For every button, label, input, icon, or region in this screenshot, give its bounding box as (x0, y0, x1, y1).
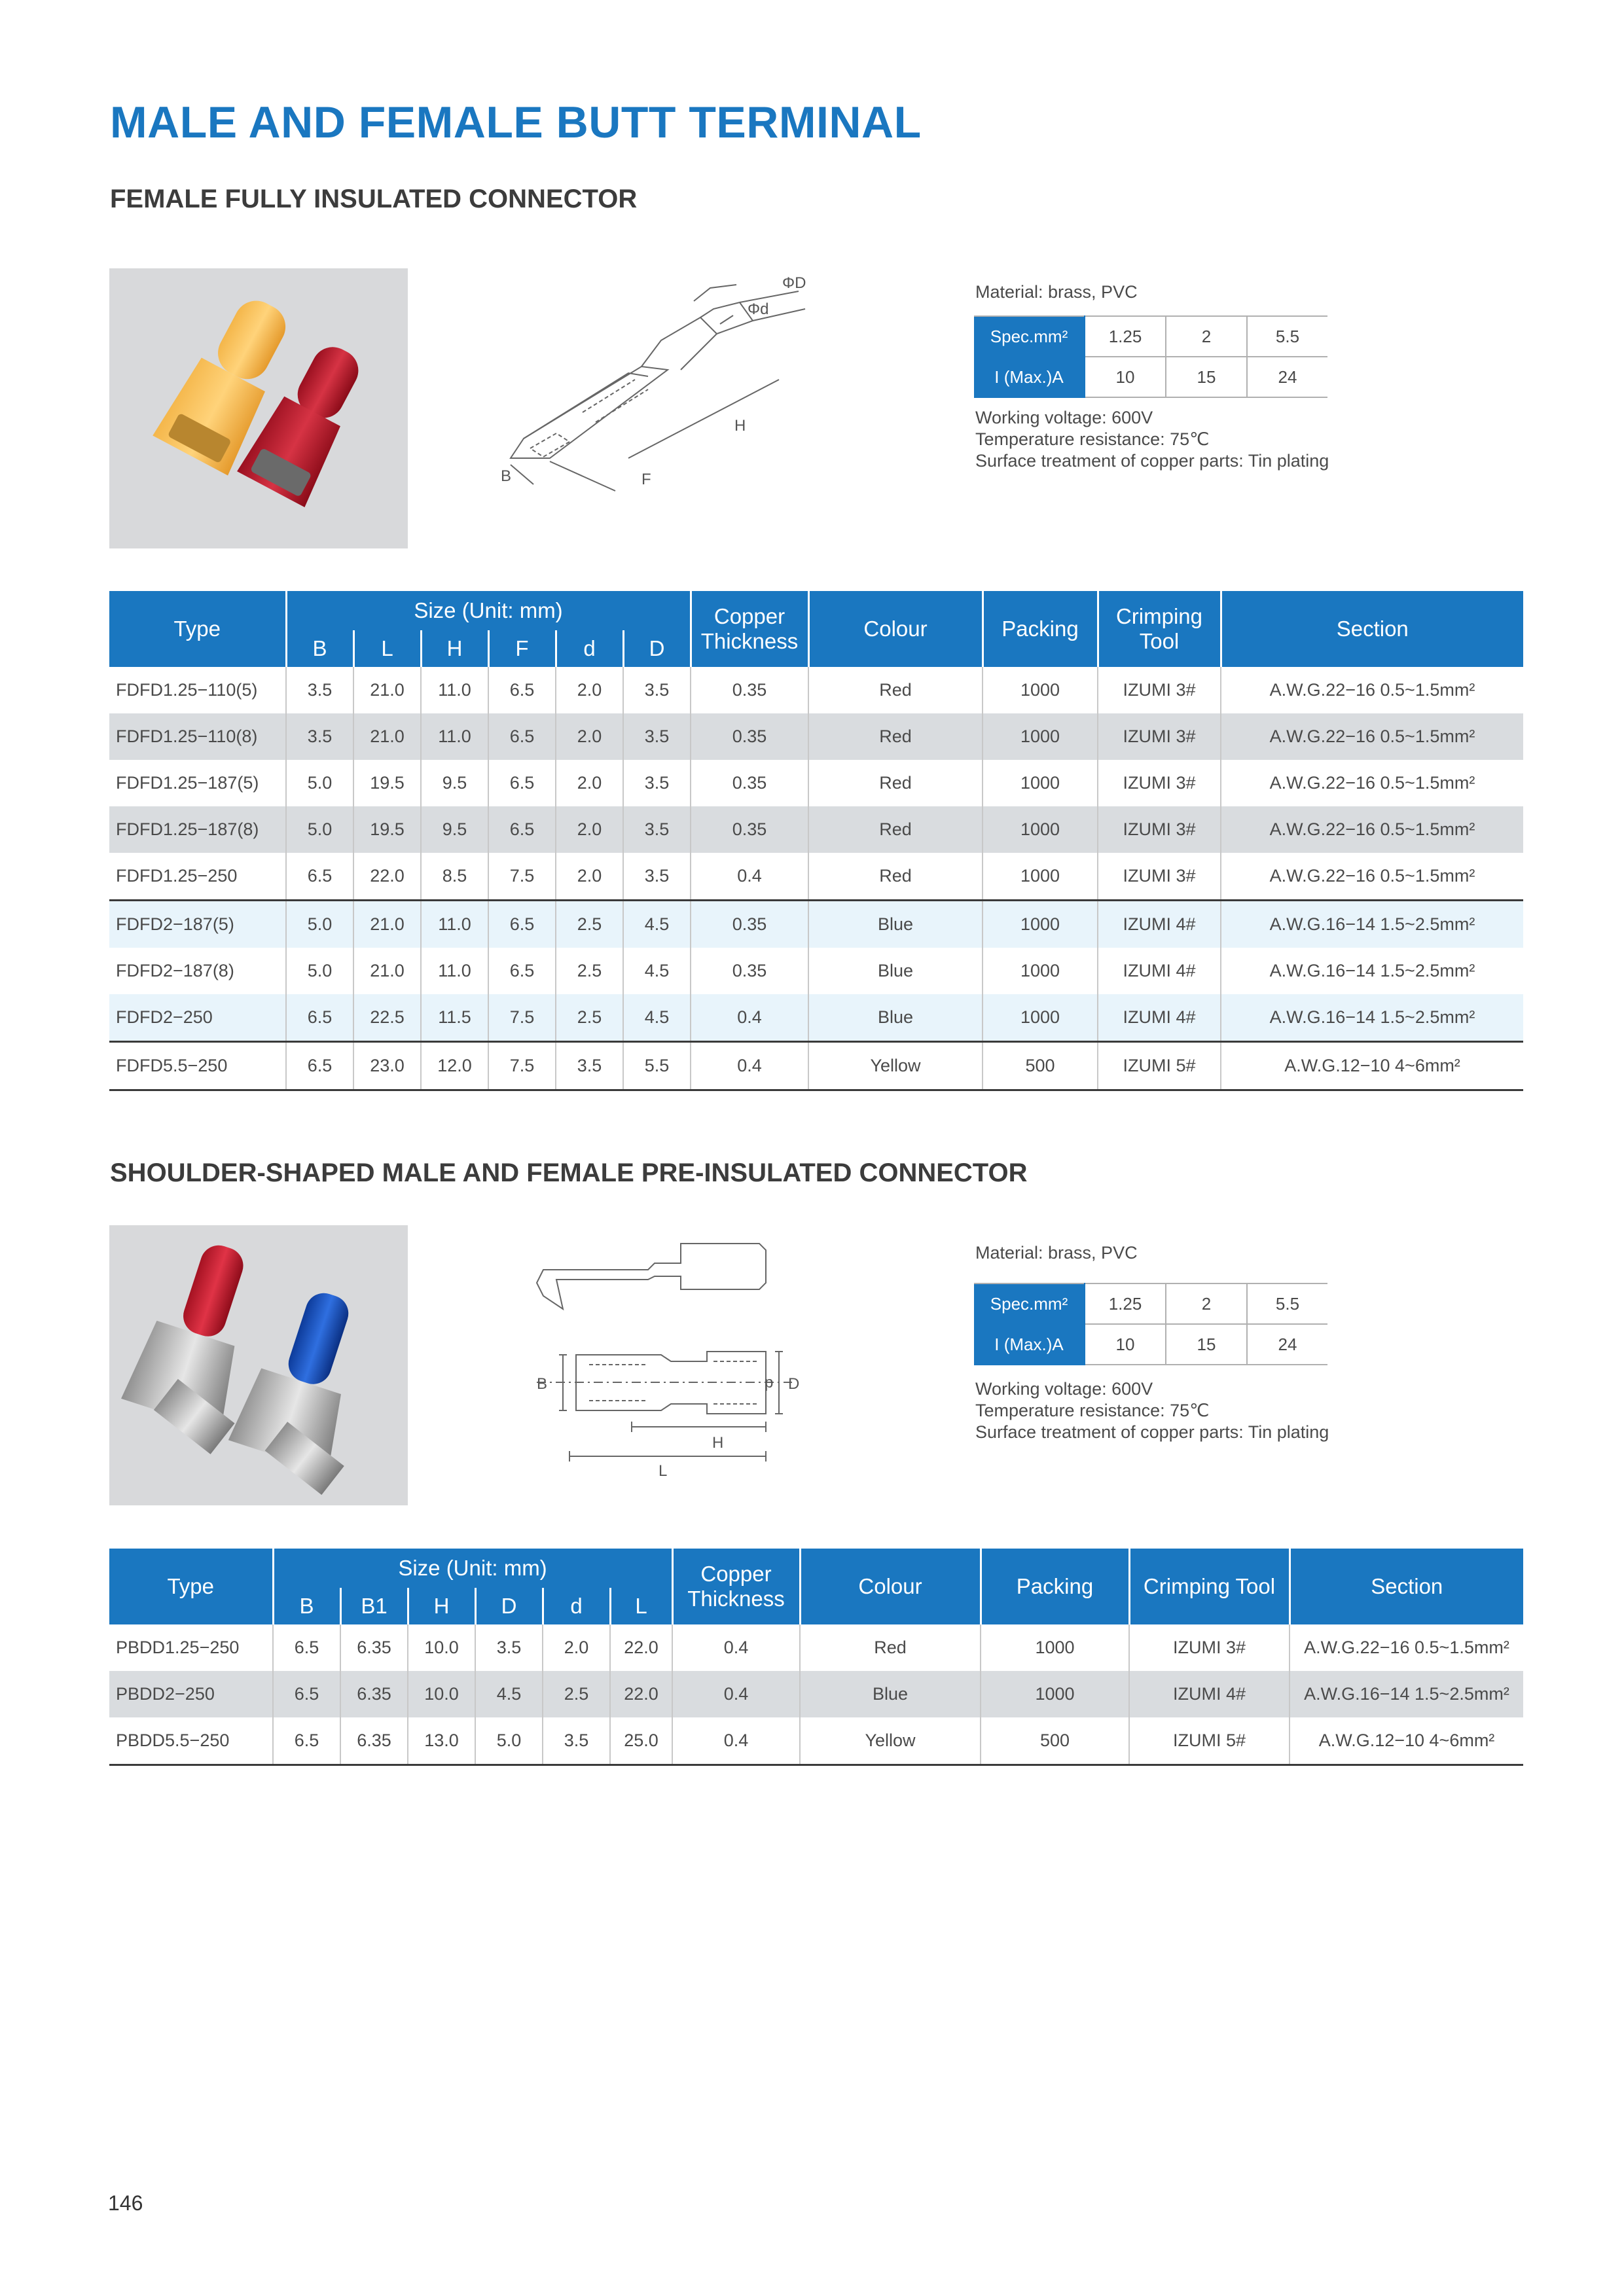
spec-label: Spec.mm² (974, 316, 1085, 357)
cell-tool: IZUMI 5# (1098, 1042, 1221, 1090)
cell-size: 11.5 (421, 994, 488, 1042)
header-size-col: D (475, 1588, 543, 1624)
cell-tool: IZUMI 3# (1098, 667, 1221, 713)
cell-size: 3.5 (623, 667, 691, 713)
cell-copper: 0.35 (691, 667, 808, 713)
cell-packing: 500 (981, 1717, 1129, 1765)
cell-packing: 1000 (983, 994, 1098, 1042)
cell-size: 2.5 (556, 948, 623, 994)
cell-type: FDFD2−187(5) (109, 901, 286, 948)
cell-tool: IZUMI 3# (1098, 713, 1221, 760)
cell-size: 3.5 (286, 713, 353, 760)
cell-size: 21.0 (353, 901, 421, 948)
drawing-label-F: F (641, 471, 651, 488)
cell-size: 21.0 (353, 948, 421, 994)
spec-value: 5.5 (1247, 1283, 1327, 1324)
header-copper-thickness: Copper Thickness (672, 1549, 800, 1624)
header-size-col: B (286, 630, 353, 667)
cell-size: 3.5 (475, 1624, 543, 1671)
drawing-label-phi-D: ΦD (782, 274, 806, 292)
cell-size: 8.5 (421, 853, 488, 901)
spec-row-current (974, 1324, 1327, 1365)
table-row (109, 1624, 1523, 1671)
cell-copper: 0.35 (691, 901, 808, 948)
cell-tool: IZUMI 4# (1098, 901, 1221, 948)
cell-size: 10.0 (408, 1671, 475, 1717)
spec-value: 10 (1085, 1324, 1166, 1365)
spec-value: 1.25 (1085, 1283, 1166, 1324)
cell-size: 19.5 (353, 806, 421, 853)
cell-colour: Red (800, 1624, 981, 1671)
cell-type: PBDD1.25−250 (116, 1638, 240, 1657)
cell-type: FDFD5.5−250 (109, 1042, 286, 1090)
cell-copper: 0.4 (691, 994, 808, 1042)
spec-notes-female (975, 407, 1329, 472)
cell-section: A.W.G.16−14 1.5~2.5mm² (1290, 1671, 1523, 1717)
table-row (109, 853, 1523, 901)
cell-size: 2.0 (556, 853, 623, 901)
spec-value: 2 (1166, 316, 1247, 357)
cell-size: 9.5 (421, 806, 488, 853)
drawing-label-B: B (501, 467, 512, 485)
header-size-col: B1 (340, 1588, 408, 1624)
cell-size: 3.5 (286, 667, 353, 713)
material-text-female: Material: brass, PVC (975, 282, 1138, 302)
table-row (109, 1671, 1523, 1717)
cell-size: 6.5 (273, 1671, 340, 1717)
cell-size: 6.35 (340, 1671, 408, 1717)
drawing-label-phi-d: Φd (748, 300, 769, 318)
cell-colour: Blue (808, 994, 983, 1042)
spec-value: 5.5 (1247, 316, 1327, 357)
spec-value: 24 (1247, 357, 1327, 397)
drawing-label-H: H (734, 417, 746, 435)
cell-type: FDFD1.25−110(8) (109, 713, 286, 760)
cell-tool: IZUMI 3# (1098, 853, 1221, 901)
cell-size: 5.0 (475, 1717, 543, 1765)
header-crimping-tool: Crimping Tool (1098, 591, 1221, 667)
table-row (109, 948, 1523, 994)
material-text-shoulder: Material: brass, PVC (975, 1243, 1138, 1263)
header-section: Section (1221, 591, 1523, 667)
note-voltage: Working voltage: 600V (975, 408, 1153, 427)
cell-tool: IZUMI 4# (1098, 994, 1221, 1042)
cell-size: 3.5 (556, 1042, 623, 1090)
cell-size: 5.5 (623, 1042, 691, 1090)
cell-size: 13.0 (408, 1717, 475, 1765)
cell-section: A.W.G.22−16 0.5~1.5mm² (1221, 713, 1523, 760)
cell-size: 10.0 (408, 1624, 475, 1671)
drawing-label-L: L (659, 1462, 668, 1480)
spec-value: 15 (1166, 1324, 1247, 1365)
section-heading-shoulder: SHOULDER-SHAPED MALE AND FEMALE PRE-INSULATED CONNECTOR (110, 1158, 1028, 1187)
cell-section: A.W.G.22−16 0.5~1.5mm² (1290, 1624, 1523, 1671)
table-row (109, 901, 1523, 948)
cell-size: 7.5 (488, 994, 556, 1042)
header-size: Size (Unit: mm) (286, 591, 691, 630)
header-copper-thickness: Copper Thickness (691, 591, 808, 667)
note-temperature: Temperature resistance: 75℃ (975, 429, 1210, 449)
header-colour: Colour (808, 591, 983, 667)
cell-copper: 0.35 (691, 760, 808, 806)
cell-tool: IZUMI 4# (1129, 1671, 1290, 1717)
cell-size: 22.0 (610, 1671, 672, 1717)
cell-colour: Red (808, 853, 983, 901)
spec-label: I (Max.)A (974, 357, 1085, 397)
cell-copper: 0.4 (691, 853, 808, 901)
cell-size: 23.0 (353, 1042, 421, 1090)
spec-value: 10 (1085, 357, 1166, 397)
header-size-col: L (610, 1588, 672, 1624)
cell-packing: 1000 (983, 713, 1098, 760)
cell-colour: Red (808, 760, 983, 806)
header-packing: Packing (981, 1549, 1129, 1624)
cell-packing: 1000 (983, 853, 1098, 901)
cell-size: 6.5 (286, 853, 353, 901)
header-size-col: F (488, 630, 556, 667)
cell-copper: 0.4 (672, 1717, 800, 1765)
table-body-female (109, 667, 1523, 1090)
note-surface: Surface treatment of copper parts: Tin plating (975, 1422, 1329, 1442)
cell-copper: 0.35 (691, 713, 808, 760)
cell-section: A.W.G.16−14 1.5~2.5mm² (1221, 994, 1523, 1042)
spec-row-size (974, 316, 1327, 357)
drawing-label-p: p (765, 1374, 774, 1391)
header-size-col: D (623, 630, 691, 667)
spec-notes-shoulder (975, 1378, 1329, 1443)
cell-size: 6.5 (488, 760, 556, 806)
cell-packing: 1000 (983, 667, 1098, 713)
cell-packing: 1000 (983, 806, 1098, 853)
cell-colour: Blue (800, 1671, 981, 1717)
cell-size: 2.0 (543, 1624, 610, 1671)
cell-size: 2.5 (556, 901, 623, 948)
cell-size: 2.0 (556, 667, 623, 713)
cell-size: 2.5 (556, 994, 623, 1042)
cell-tool: IZUMI 5# (1129, 1717, 1290, 1765)
cell-size: 2.0 (556, 806, 623, 853)
cell-type: PBDD5.5−250 (109, 1717, 273, 1765)
terminal-photo-illustration (109, 268, 408, 548)
cell-colour: Blue (808, 948, 983, 994)
cell-size: 21.0 (353, 713, 421, 760)
section-heading-female: FEMALE FULLY INSULATED CONNECTOR (110, 185, 638, 213)
cell-type: FDFD1.25−250 (116, 866, 238, 886)
cell-size: 3.5 (543, 1717, 610, 1765)
cell-packing: 500 (983, 1042, 1098, 1090)
cell-size: 22.0 (610, 1624, 672, 1671)
cell-size: 7.5 (488, 1042, 556, 1090)
cell-size: 6.35 (340, 1717, 408, 1765)
header-colour: Colour (800, 1549, 981, 1624)
header-type: Type (109, 1549, 273, 1624)
header-size-col: L (353, 630, 421, 667)
header-crimping-tool: Crimping Tool (1129, 1549, 1290, 1624)
cell-tool: IZUMI 3# (1129, 1624, 1290, 1671)
cell-size: 6.5 (286, 1042, 353, 1090)
cell-size: 12.0 (421, 1042, 488, 1090)
cell-size: 6.5 (488, 667, 556, 713)
cell-size: 9.5 (421, 760, 488, 806)
cell-size: 5.0 (286, 760, 353, 806)
cell-colour: Red (808, 713, 983, 760)
table-row (109, 1042, 1523, 1090)
cell-section: A.W.G.22−16 0.5~1.5mm² (1221, 667, 1523, 713)
cell-tool: IZUMI 3# (1098, 806, 1221, 853)
header-type: Type (109, 591, 286, 667)
cell-packing: 1000 (983, 901, 1098, 948)
cell-colour: Yellow (800, 1717, 981, 1765)
cell-size: 2.5 (543, 1671, 610, 1717)
spec-row-current (974, 357, 1327, 397)
cell-type: FDFD1.25−110(5) (116, 680, 258, 700)
spec-table-shoulder (974, 1283, 1327, 1365)
cell-size: 5.0 (286, 948, 353, 994)
cell-size: 6.5 (286, 994, 353, 1042)
table-row (109, 760, 1523, 806)
table-row (109, 806, 1523, 853)
cell-packing: 1000 (981, 1624, 1129, 1671)
cell-copper: 0.4 (672, 1671, 800, 1717)
cell-copper: 0.35 (691, 948, 808, 994)
spec-label: Spec.mm² (974, 1283, 1085, 1324)
cell-type: FDFD2−187(8) (116, 961, 234, 980)
cell-size: 22.0 (353, 853, 421, 901)
cell-section: A.W.G.22−16 0.5~1.5mm² (1221, 760, 1523, 806)
drawing-label-H: H (712, 1434, 724, 1452)
cell-packing: 1000 (981, 1671, 1129, 1717)
cell-size: 4.5 (623, 901, 691, 948)
table-row (109, 667, 1523, 713)
table-row (109, 1717, 1523, 1765)
cell-size: 4.5 (623, 948, 691, 994)
table-row (109, 994, 1523, 1042)
spec-table-female (974, 315, 1327, 398)
product-photo-female (109, 268, 408, 548)
cell-tool: IZUMI 4# (1098, 948, 1221, 994)
dimension-drawing-shoulder (517, 1230, 831, 1479)
data-table-shoulder (109, 1549, 1523, 1766)
drawing-label-B: B (537, 1375, 548, 1393)
cell-size: 11.0 (421, 713, 488, 760)
cell-section: A.W.G.22−16 0.5~1.5mm² (1221, 853, 1523, 901)
cell-section: A.W.G.22−16 0.5~1.5mm² (1221, 806, 1523, 853)
table-body-shoulder (109, 1624, 1523, 1765)
terminal-photo-illustration (109, 1225, 408, 1505)
note-surface: Surface treatment of copper parts: Tin plating (975, 451, 1329, 471)
cell-copper: 0.4 (691, 1042, 808, 1090)
page-title: MALE AND FEMALE BUTT TERMINAL (110, 98, 922, 147)
cell-size: 25.0 (610, 1717, 672, 1765)
spec-value: 15 (1166, 357, 1247, 397)
cell-section: A.W.G.16−14 1.5~2.5mm² (1221, 901, 1523, 948)
cell-packing: 1000 (983, 760, 1098, 806)
spec-value: 1.25 (1085, 316, 1166, 357)
cell-size: 6.5 (273, 1717, 340, 1765)
cell-type: FDFD1.25−187(5) (116, 773, 259, 793)
cell-size: 6.5 (488, 948, 556, 994)
cell-type: FDFD1.25−187(8) (109, 806, 286, 853)
cell-size: 7.5 (488, 853, 556, 901)
table-row (109, 713, 1523, 760)
cell-size: 6.5 (488, 901, 556, 948)
cell-section: A.W.G.16−14 1.5~2.5mm² (1221, 948, 1523, 994)
cell-size: 11.0 (421, 901, 488, 948)
header-section: Section (1290, 1549, 1523, 1624)
header-packing: Packing (983, 591, 1098, 667)
cell-type: FDFD2−250 (109, 994, 286, 1042)
note-temperature: Temperature resistance: 75℃ (975, 1401, 1210, 1420)
cell-size: 11.0 (421, 948, 488, 994)
cell-size: 6.35 (340, 1624, 408, 1671)
header-size-col: d (556, 630, 623, 667)
cell-size: 3.5 (623, 806, 691, 853)
cell-size: 6.5 (488, 806, 556, 853)
cell-tool: IZUMI 3# (1098, 760, 1221, 806)
cell-size: 3.5 (623, 853, 691, 901)
cell-colour: Blue (808, 901, 983, 948)
cell-copper: 0.35 (691, 806, 808, 853)
cell-size: 5.0 (286, 901, 353, 948)
cell-size: 21.0 (353, 667, 421, 713)
cell-size: 6.5 (488, 713, 556, 760)
note-voltage: Working voltage: 600V (975, 1379, 1153, 1399)
product-photo-shoulder (109, 1225, 408, 1505)
cell-type: PBDD2−250 (109, 1671, 273, 1717)
cell-size: 3.5 (623, 713, 691, 760)
cell-size: 2.0 (556, 760, 623, 806)
dimension-drawing-female (484, 262, 838, 511)
header-size-col: H (408, 1588, 475, 1624)
spec-row-size (974, 1283, 1327, 1324)
drawing-label-D: D (788, 1375, 800, 1393)
header-size-col: H (421, 630, 488, 667)
header-size-col: d (543, 1588, 610, 1624)
cell-colour: Yellow (808, 1042, 983, 1090)
spec-value: 2 (1166, 1283, 1247, 1324)
data-table-female (109, 591, 1523, 1091)
cell-colour: Red (808, 806, 983, 853)
cell-size: 6.5 (273, 1624, 340, 1671)
cell-size: 22.5 (353, 994, 421, 1042)
cell-size: 3.5 (623, 760, 691, 806)
cell-section: A.W.G.12−10 4~6mm² (1290, 1717, 1523, 1765)
cell-colour: Red (808, 667, 983, 713)
page-number: 146 (108, 2191, 143, 2215)
cell-packing: 1000 (983, 948, 1098, 994)
spec-label: I (Max.)A (974, 1324, 1085, 1365)
cell-copper: 0.4 (672, 1624, 800, 1671)
header-size: Size (Unit: mm) (273, 1549, 672, 1588)
cell-size: 4.5 (623, 994, 691, 1042)
header-size-col: B (273, 1588, 340, 1624)
cell-size: 2.0 (556, 713, 623, 760)
cell-size: 19.5 (353, 760, 421, 806)
cell-size: 11.0 (421, 667, 488, 713)
cell-section: A.W.G.12−10 4~6mm² (1221, 1042, 1523, 1090)
cell-size: 5.0 (286, 806, 353, 853)
spec-value: 24 (1247, 1324, 1327, 1365)
cell-size: 4.5 (475, 1671, 543, 1717)
